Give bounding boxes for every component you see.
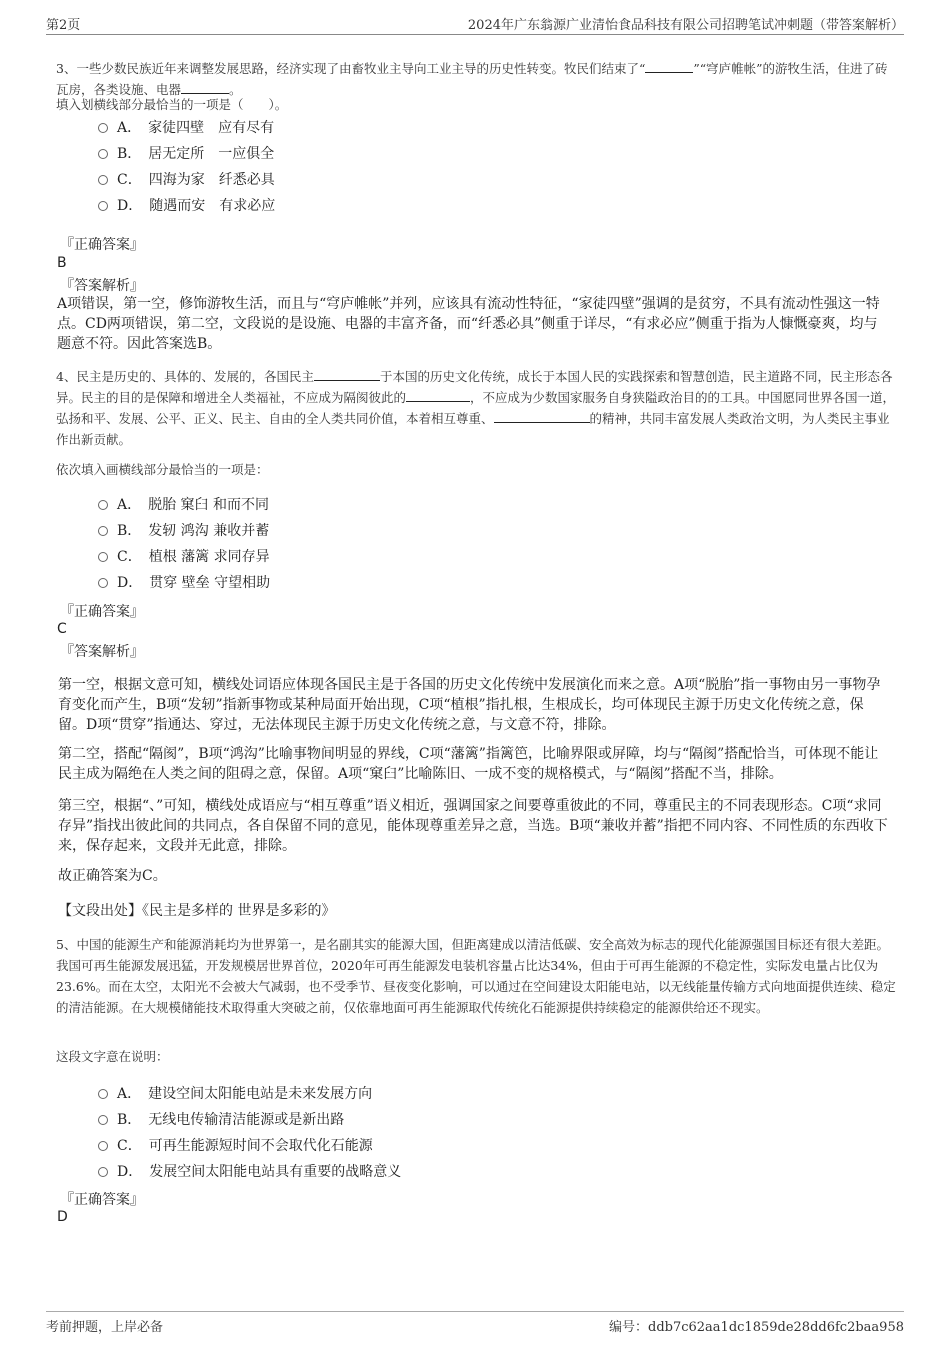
analysis-paragraph-2: 第二空，搭配“隔阂”，B项“鸿沟”比喻事物间明显的界线，C项“藩篱”指篱笆，比喻界限或屏障，均与“隔阂”搭配恰当，可体现不能让民主成为隔绝在人类之间的阻碍之意，保留。A项“窠臼”比喻陈旧、一成不变的规格模式，与“隔阂”搭配不当，排除。 <box>58 746 879 782</box>
answer-value: C <box>57 621 67 637</box>
question-4-stem-part1: 4、民主是历史的、具体的、发展的，各国民主 <box>56 369 314 384</box>
radio-icon[interactable] <box>98 578 108 588</box>
page-header <box>46 14 904 35</box>
question-3-stem-part3: 。 <box>229 82 242 97</box>
option-label: B． 无线电传输清洁能源或是新出路 <box>117 1112 345 1128</box>
answer-label: 『正确答案』 <box>60 604 144 620</box>
option-label: A． 脱胎 窠臼 和而不同 <box>117 497 270 513</box>
option-label: A． 建设空间太阳能电站是未来发展方向 <box>117 1086 373 1102</box>
option-d[interactable] <box>98 193 275 219</box>
question-5-prompt: 这段文字意在说明： <box>56 1049 169 1064</box>
question-4-prompt: 依次填入画横线部分最恰当的一项是： <box>56 462 269 477</box>
blank-line <box>406 387 470 402</box>
footer-slogan: 考前押题，上岸必备 <box>46 1320 164 1335</box>
question-5-stem: 5、中国的能源生产和能源消耗均为世界第一，是名副其实的能源大国，但距离建成以清洁低碳、安全高效为标志的现代化能源强国目标还有很大差距。我国可再生能源发展迅猛，开发规模居世界首位，2020年可再生能源发电装机容量占比达34%，但由于可再生能源的不稳定性，实际发电量占比仅为23.6%。而在太空，太阳光不会被大气减弱，也不受季节、昼夜变化影响，可以通过在空间建设太阳能电站，以无线能量传输方式向地面提供连续、稳定的清洁能源。在大规模储能技术取得重大突破之前，仅依靠地面可再生能源取代传统化石能源提供持续稳定的能源供给还不现实。 <box>56 937 896 1015</box>
option-d[interactable] <box>98 570 270 596</box>
option-label: B． 发轫 鸿沟 兼收并蓄 <box>117 523 270 539</box>
radio-icon[interactable] <box>98 201 108 211</box>
question-3-stem-part2: ”“穹庐帷帐”的游牧生活，住进了砖瓦房，各类设施、电器 <box>56 61 888 97</box>
radio-icon[interactable] <box>98 149 108 159</box>
radio-icon[interactable] <box>98 500 108 510</box>
source-note: 【文段出处】《民主是多样的 世界是多彩的》 <box>58 903 336 919</box>
option-label: C． 植根 藩篱 求同存异 <box>117 549 270 565</box>
question-4-stem <box>56 366 896 450</box>
question-4-options <box>98 492 270 596</box>
radio-icon[interactable] <box>98 1089 108 1099</box>
answer-label: 『正确答案』 <box>60 237 144 253</box>
page-footer <box>46 1311 904 1338</box>
question-3-prompt: 填入划横线部分最恰当的一项是（ ）。 <box>56 97 288 112</box>
option-a[interactable] <box>98 115 275 141</box>
analysis-conclusion: 故正确答案为C。 <box>58 868 167 884</box>
option-label: D． 随遇而安 有求必应 <box>117 198 276 214</box>
option-label: B． 居无定所 一应俱全 <box>117 146 275 162</box>
analysis-paragraph-1: 第一空，根据文意可知，横线处词语应体现各国民主是于各国的历史文化传统中发展演化而来之意。A项“脱胎”指一事物由另一事物孕育变化而产生，B项“发轫”指新事物或某种局面开始出现，C项“植根”指扎根，生根成长，均可体现民主源于历史文化传统之意，保留。D项“贯穿”指通达、穿过，无法体现民主源于历史文化传统之意，与文意不符，排除。 <box>58 677 881 733</box>
answer-label: 『正确答案』 <box>60 1192 144 1208</box>
option-label: C． 可再生能源短时间不会取代化石能源 <box>117 1138 373 1154</box>
question-3-options <box>98 115 275 219</box>
radio-icon[interactable] <box>98 526 108 536</box>
question-4-stem-part3: ，不应成为少数国家服务自身狭隘政治目的的工具。中国愿同世界各国一道，弘扬和平、发展、公平、正义、民主、自由的全人类共同价值，本着相互尊重、 <box>56 390 896 426</box>
radio-icon[interactable] <box>98 175 108 185</box>
question-5-options <box>98 1081 401 1185</box>
blank-line <box>494 408 590 423</box>
option-c[interactable] <box>98 1133 401 1159</box>
option-b[interactable] <box>98 518 270 544</box>
option-label: C． 四海为家 纤悉必具 <box>117 172 275 188</box>
answer-value: B <box>57 255 67 271</box>
blank-line <box>314 366 380 381</box>
option-c[interactable] <box>98 167 275 193</box>
radio-icon[interactable] <box>98 552 108 562</box>
analysis-paragraph-3: 第三空，根据“、”可知，横线处成语应与“相互尊重”语义相近，强调国家之间要尊重彼此的不同，尊重民主的不同表现形态。C项“求同存异”指找出彼此间的共同点，各自保留不同的意见，能体现尊重差异之意，当选。B项“兼收并蓄”指把不同内容、不同性质的东西收下来，保存起来，文段并无此意，排除。 <box>58 798 888 854</box>
radio-icon[interactable] <box>98 1141 108 1151</box>
blank-line <box>645 58 693 73</box>
option-d[interactable] <box>98 1159 401 1185</box>
radio-icon[interactable] <box>98 1115 108 1125</box>
option-label: A． 家徒四壁 应有尽有 <box>117 120 275 136</box>
analysis-label: 『答案解析』 <box>60 278 144 294</box>
page-number: 第2页 <box>46 18 81 33</box>
analysis-label: 『答案解析』 <box>60 644 144 660</box>
document-title: 2024年广东翁源广业清怡食品科技有限公司招聘笔试冲刺题（带答案解析） <box>467 18 904 33</box>
option-a[interactable] <box>98 492 270 518</box>
option-a[interactable] <box>98 1081 401 1107</box>
option-b[interactable] <box>98 1107 401 1133</box>
option-label: D． 发展空间太阳能电站具有重要的战略意义 <box>117 1164 402 1180</box>
blank-line <box>181 79 229 94</box>
option-c[interactable] <box>98 544 270 570</box>
question-4-stem-part4: 的精神，共同丰富发展人类政治文明，为人类民主事业作出新贡献。 <box>56 411 890 447</box>
answer-value: D <box>57 1209 68 1225</box>
option-label: D． 贯穿 壁垒 守望相助 <box>117 575 271 591</box>
document-id: 编号：ddb7c62aa1dc1859de28dd6fc2baa958 <box>609 1320 904 1335</box>
question-3-stem-part1: 3、一些少数民族近年来调整发展思路，经济实现了由畜牧业主导向工业主导的历史性转变。牧民们结束了“ <box>56 61 646 76</box>
radio-icon[interactable] <box>98 123 108 133</box>
analysis-text: A项错误，第一空，修饰游牧生活，而且与“穹庐帷帐”并列，应该具有流动性特征，“家徒四壁”强调的是贫穷，不具有流动性强这一特点。CD两项错误，第二空，文段说的是设施、电器的丰富齐备，而“纤悉必具”侧重于详尽，“有求必应”侧重于指为人慷慨豪爽，均与题意不符。因此答案选B。 <box>57 296 880 352</box>
question-4-stem-part2: 于本国的历史文化传统，成长于本国人民的实践探索和智慧创造，民主道路不同，民主形态各异。民主的目的是保障和增进全人类福祉，不应成为隔阂彼此的 <box>56 369 893 405</box>
radio-icon[interactable] <box>98 1167 108 1177</box>
option-b[interactable] <box>98 141 275 167</box>
